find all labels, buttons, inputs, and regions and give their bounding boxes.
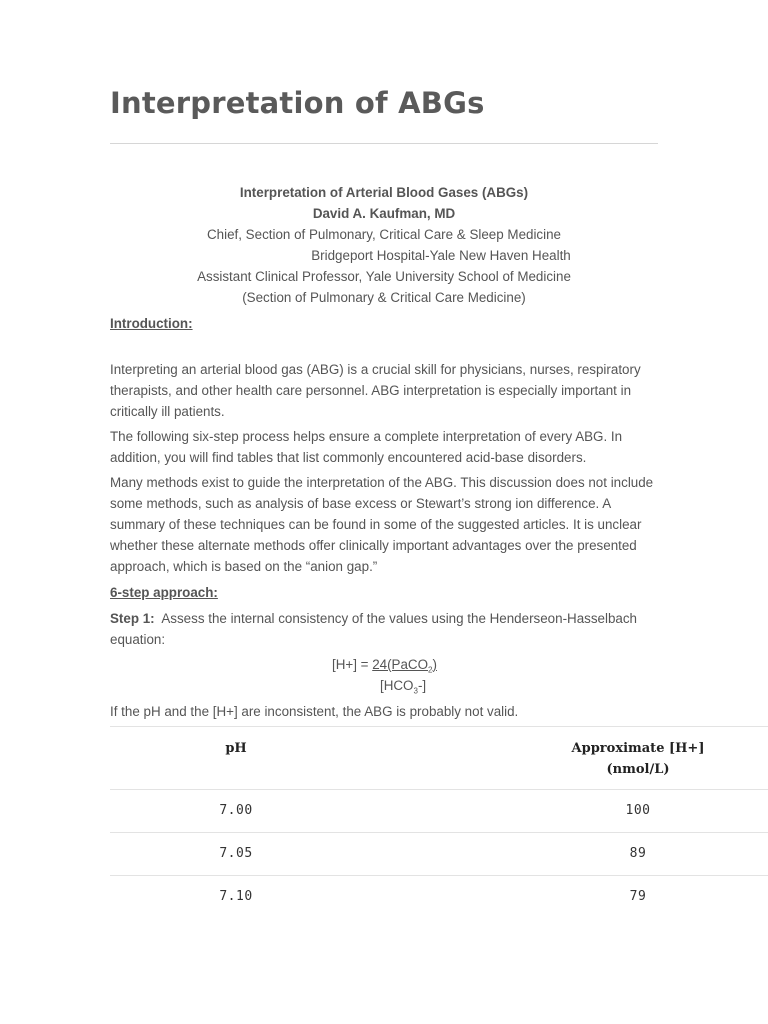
- step-1-paragraph: [110, 608, 660, 650]
- approach-heading: 6-step approach:: [110, 585, 218, 600]
- page-title: Interpretation of ABGs: [110, 86, 485, 120]
- intro-paragraph: The following six-step process helps ensure a complete interpretation of every ABG. In addition, you will find tables that list commonly encountered acid-base disorders.: [110, 429, 623, 465]
- affiliation-line: (Section of Pulmonary & Critical Care Medicine): [242, 290, 526, 305]
- ph-h-table: [110, 726, 768, 918]
- step-1-label: Step 1:: [110, 611, 155, 626]
- table-cell-ph: 7.00: [219, 803, 253, 818]
- table-row: [110, 790, 768, 833]
- formula-lhs: [H+] =: [332, 657, 373, 672]
- formula-denominator: $[HCO_3-]$: [380, 678, 427, 696]
- table-cell-h: 100: [625, 803, 651, 818]
- affiliation-line: Chief, Section of Pulmonary, Critical Care & Sleep Medicine: [206, 227, 561, 242]
- table-cell-h: 89: [629, 846, 647, 861]
- affiliation-line: Bridgeport Hospital-Yale New Haven Health: [311, 248, 571, 263]
- table-row: [110, 833, 768, 876]
- step-1-text: Assess the internal consistency of the values using the Henderseon-Hasselbach equation:: [110, 611, 637, 647]
- table-row: [110, 876, 768, 918]
- column-header-h: Approximate [H+] (nmol/L): [571, 741, 705, 777]
- author-name: David A. Kaufman, MD: [312, 206, 456, 221]
- validity-note: If the pH and the [H+] are inconsistent, the ABG is probably not valid.: [110, 704, 519, 719]
- formula-numerator: 24(PaCO$_2$): [372, 657, 437, 675]
- intro-paragraph: Many methods exist to guide the interpretation of the ABG. This discussion does not include some methods, such as analysis of base excess or Stewart’s strong ion difference. A summary of these techniques can be found in some of the suggested articles. It is unclear whether these alternate methods offer clinically important advantages over the presented approach, which is based on the “anion gap.”: [110, 475, 654, 574]
- affiliation-line: Assistant Clinical Professor, Yale University School of Medicine: [197, 269, 571, 284]
- table-cell-ph: 7.05: [219, 846, 253, 861]
- column-header-ph: pH: [225, 741, 247, 756]
- henderson-hasselbach-formula: [110, 654, 658, 696]
- introduction-heading: Introduction:: [110, 316, 193, 331]
- table-cell-ph: 7.10: [219, 889, 253, 904]
- table-header-row: [110, 727, 768, 790]
- title-divider: [110, 143, 658, 144]
- article-title: Interpretation of Arterial Blood Gases (ABGs): [239, 185, 529, 200]
- table-cell-h: 79: [629, 889, 647, 904]
- intro-paragraph: Interpreting an arterial blood gas (ABG) is a crucial skill for physicians, nurses, respiratory therapists, and other health care personnel. ABG interpretation is especially important in critically ill patients.: [110, 362, 641, 419]
- article-header-block: [110, 182, 658, 308]
